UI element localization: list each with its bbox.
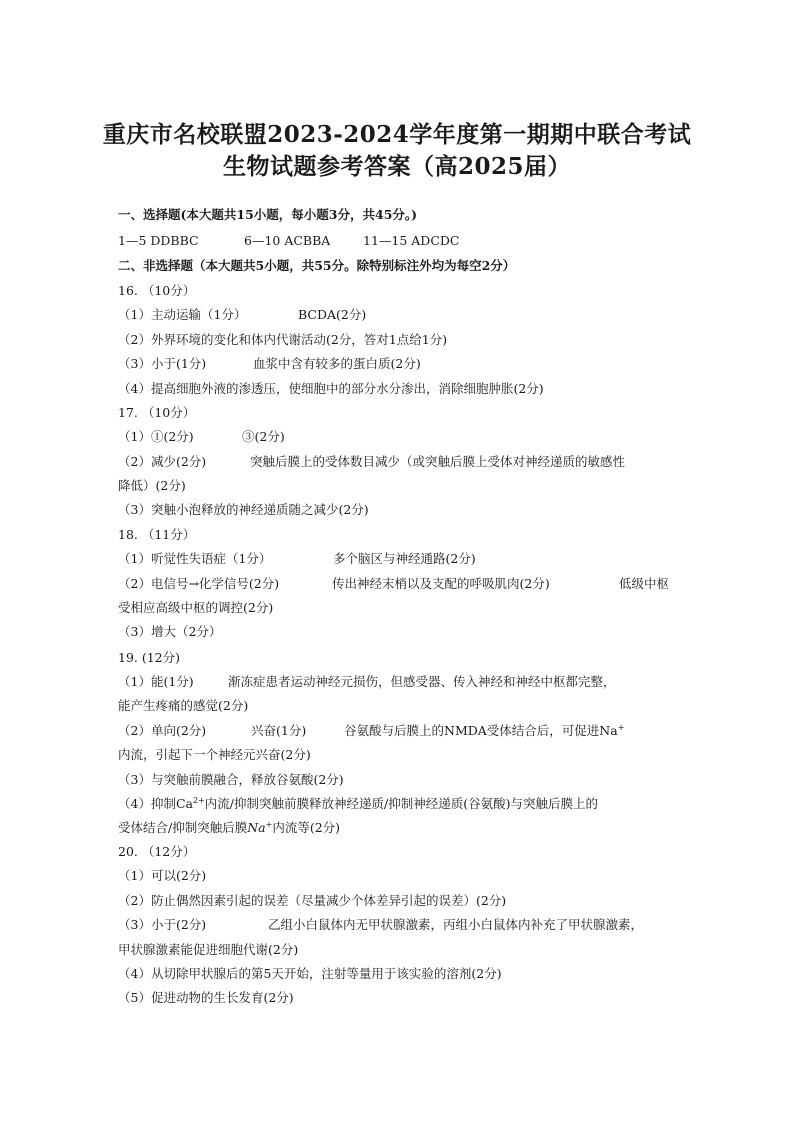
calcium-charge-sup: 2+ [192,796,205,805]
q17-answer-1 [118,429,678,445]
q18-answer-1 [118,551,678,567]
q17-answer-2-cont: 降低）(2分) [118,478,186,493]
q19-answer-4a: （4）抑制Ca [118,796,193,811]
q18-answer-3: （3）增大（2分） [118,624,222,639]
q19-heading: 19. (12分) [118,650,181,665]
q19-answer-4 [118,796,598,812]
q19-answer-3: （3）与突触前膜融合，释放谷氨酸(2分) [118,772,344,787]
q18-answer-1b: 多个脑区与神经通路(2分) [333,551,476,566]
q20-answer-5: （5）促进动物的生长发育(2分) [118,990,294,1005]
q20-answer-3b: 乙组小白鼠体内无甲状腺激素，丙组小白鼠体内补充了甲状腺激素， [268,917,644,932]
q20-answer-2: （2）防止偶然因素引起的误差（尽量减少个体差异引起的误差）(2分) [118,893,507,908]
document-subtitle: 生物试题参考答案（高2025届） [222,153,571,180]
q19-answer-1b: 渐冻症患者运动神经元损伤，但感受器、传入神经和神经中枢都完整， [228,674,616,689]
q20-heading: 20. （12分） [118,844,196,859]
q18-answer-1a: （1）听觉性失语症（1分） [118,551,272,566]
q19-answer-1a: （1）能(1分) [118,674,194,689]
q18-heading: 18. （11分） [118,527,196,542]
mc-answers-row [118,233,678,249]
q16-answer-1b: BCDA(2分) [298,307,367,322]
mc-answers-11-15: 11—15 ADCDC [363,233,460,248]
section2-heading: 二、非选择题（本大题共5小题，共55分。除特别标注外均为每空2分） [118,258,516,273]
q19-answer-1-cont: 能产生疼痛的感觉(2分) [118,698,249,713]
q16-answer-3a: （3）小于(1分) [118,356,207,371]
q19-answer-4b: 内流/抑制突触前膜释放神经递质/抑制神经递质(谷氨酸)与突触后膜上的 [204,796,598,811]
q18-answer-2a: （2）电信号→化学信号(2分) [118,576,280,591]
q19-answer-2-cont: 内流，引起下一个神经元兴奋(2分) [118,747,311,762]
q20-answer-3-cont: 甲状腺激素能促进细胞代谢(2分) [118,942,299,957]
q16-answer-3 [118,356,678,372]
section1-heading: 一、选择题(本大题共15小题，每小题3分，共45分。) [118,207,418,222]
q17-answer-2a: （2）减少(2分) [118,454,207,469]
q19-answer-2b: 兴奋(1分) [251,723,307,738]
q16-answer-2: （2）外界环境的变化和体内代谢活动(2分，答对1点给1分) [118,332,448,347]
q17-heading: 17. （10分） [118,405,196,420]
mc-answers-6-10: 6—10 ACBBA [244,233,331,248]
q19-answer-2c [344,723,624,739]
q16-answer-4: （4）提高细胞外液的渗透压，使细胞中的部分水分渗出，消除细胞肿胀(2分) [118,381,544,396]
q19-answer-4-cont [118,820,340,836]
q17-answer-2 [118,454,678,470]
q19-answer-1 [118,674,678,690]
q20-answer-4: （4）从切除甲状腺后的第5天开始，注射等量用于该实验的溶剂(2分) [118,966,502,981]
q17-answer-1b: ③(2分) [242,429,285,444]
q16-heading: 16. （10分） [118,283,196,298]
q17-answer-1a: （1）①(2分) [118,429,194,444]
mc-answers-1-5: 1—5 DDBBC [118,233,199,248]
q19-answer-2 [118,723,678,739]
q19-answer-4d: Na [247,820,266,835]
q20-answer-1: （1）可以(2分) [118,868,207,883]
q18-answer-2-cont: 受相应高级中枢的调控(2分) [118,600,274,615]
q16-answer-3b: 血浆中含有较多的蛋白质(2分) [253,356,421,371]
sodium-charge-sup: + [617,723,625,732]
q20-answer-3a: （3）小于(2分) [118,917,207,932]
q19-answer-4c: 受体结合/抑制突触后膜 [118,820,248,835]
document-title: 重庆市名校联盟2023-2024学年度第一期期中联合考试 [102,121,692,148]
q20-answer-3 [118,917,678,933]
q18-answer-2 [118,576,678,592]
q17-answer-2b: 突触后膜上的受体数目减少（或突触后膜上受体对神经递质的敏感性 [250,454,626,469]
q16-answer-1a: （1）主动运输（1分） [118,307,247,322]
sodium-charge-sup-2: + [265,820,273,829]
q16-answer-1 [118,307,678,323]
q19-answer-2c-text: 谷氨酸与后膜上的NMDA受体结合后，可促进Na [344,723,618,738]
q19-answer-2a: （2）单向(2分) [118,723,207,738]
q19-answer-4e: 内流等(2分) [272,820,341,835]
q18-answer-2c: 低级中枢 [619,576,670,591]
q18-answer-2b: 传出神经末梢以及支配的呼吸肌肉(2分) [332,576,550,591]
q17-answer-3: （3）突触小泡释放的神经递质随之减少(2分) [118,502,369,517]
